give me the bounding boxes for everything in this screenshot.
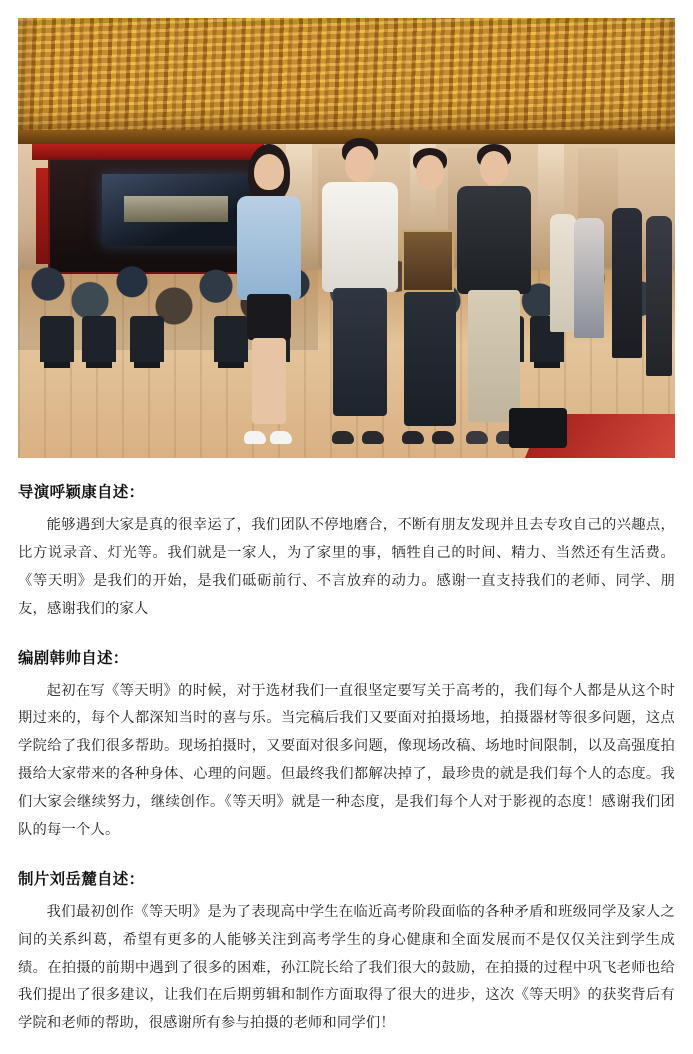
head [254,154,284,190]
chair [130,316,164,362]
chair [82,316,116,362]
shoe [466,431,488,444]
pants [404,292,456,426]
backpack [509,408,567,448]
section-paragraph: 我们最初创作《等天明》是为了表现高中学生在临近高考阶段面临的各种矛盾和班级同学及家人之间的关系纠葛，希望有更多的人能够关注到高考学生的身心健康和全面发展而不是仅仅关注到学生成绩。在拍摄的前期中遇到了很多的困难，孙江院长给了我们很大的鼓励，在拍摄的过程中巩飞老师也给我们提出了很多建议，让我们在后期剪辑和制作方面取得了很大的进步，这次《等天明》的获奖背后有学院和老师的帮助，很感谢所有参与拍摄的老师和同学们！ [18,903,675,1032]
shoe [402,431,424,444]
section-heading: 导演呼颖康自述： [18,484,145,501]
section-heading: 制片刘岳麓自述： [18,870,145,888]
head [480,151,508,185]
bystander [612,208,642,358]
legs [252,338,286,424]
section-producer [18,867,675,1038]
bystander [646,216,672,376]
section-paragraph: 能够遇到大家是真的很幸运了，我们团队不停地磨合，不断有朋友发现并且去专攻自己的兴趣点，比方说录音、灯光等。我们就是一家人，为了家里的事，牺牲自己的时间、精力、当然还有生活费。《等天明》是我们的开始，是我们砥砺前行、不言放弃的动力。感谢一直支持我们的老师、同学、朋友，感谢我们的家人 [18,517,675,617]
shoe [270,431,292,444]
shorts [247,294,291,340]
section-paragraph: 起初在写《等天明》的时候，对于选材我们一直很坚定要写关于高考的，我们每个人都是从这个时期过来的，每个人都深知当时的喜与乐。当完稿后我们又要面对拍摄场地，拍摄器材等很多问题，这点学院给了我们很多帮助。现场拍摄时，又要面对很多问题，像现场改稿、场地时间限制，以及高强度拍摄给大家带来的各种身体、心理的问题。但最终我们都解决掉了，最珍贵的就是我们每个人的态度。我们大家会继续努力，继续创作。《等天明》就是一种态度，是我们每个人对于影视的态度！感谢我们团队的每一个人。 [18,682,675,838]
shoe [244,431,266,444]
pants [333,288,387,416]
person-man-dark [450,144,538,444]
award-certificate [402,230,454,292]
section-heading: 编剧韩帅自述： [18,649,129,667]
ceiling-slats [18,18,675,140]
chair [40,316,74,362]
torso [457,186,531,294]
pants [468,290,520,422]
bystander [550,214,576,332]
group-photo [18,18,675,458]
photo-scene [18,18,675,458]
head [416,155,444,189]
person-woman-blue [226,144,312,444]
shoe [362,431,384,444]
shoe [332,431,354,444]
section-screenwriter [18,646,675,845]
section-director [18,480,675,624]
head [345,146,375,182]
bystander [574,218,604,338]
torso [237,196,301,300]
